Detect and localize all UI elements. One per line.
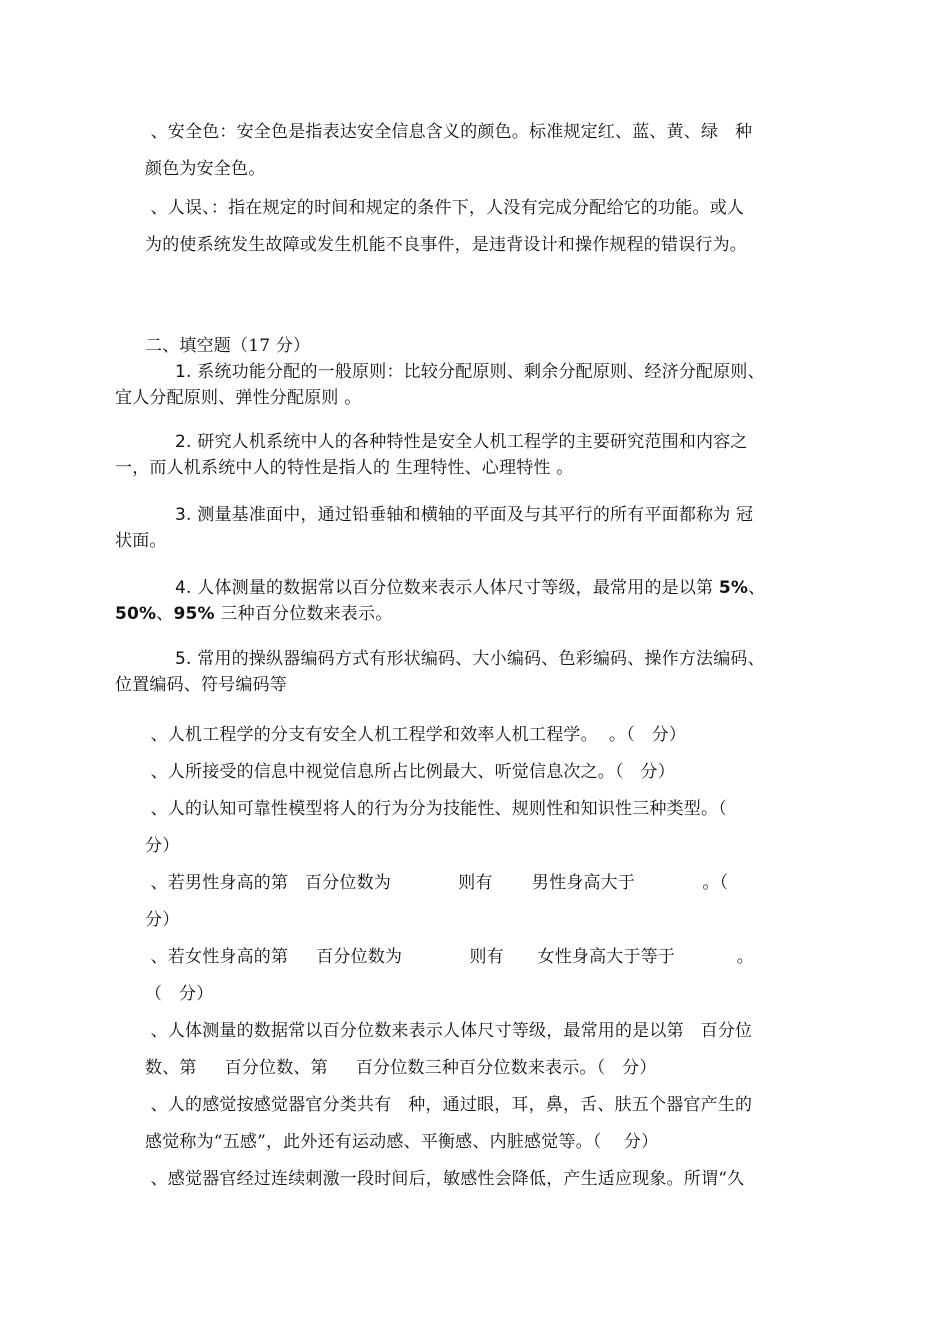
- question-line: 感觉称为“五感”，此外还有运动感、平衡感、内脏感觉等。（ 分）: [145, 1132, 659, 1152]
- safety-color-definition: [145, 114, 820, 188]
- item-number: 3: [175, 505, 187, 525]
- text-line: 宜人分配原则、弹性分配原则 。: [115, 388, 362, 408]
- question-line: 、人机工程学的分支有安全人机工程学和效率人机工程学。 。（ 分）: [145, 725, 687, 745]
- text-line: 、: [156, 604, 174, 624]
- text-line: 颜色为安全色。: [145, 159, 266, 179]
- text-line: 、安全色：安全色是指表达安全信息含义的颜色。标准规定红、蓝、黄、绿 种: [145, 122, 753, 142]
- questions-text: [145, 717, 820, 1198]
- item-number: 5: [175, 649, 187, 669]
- question-line: 、感觉器官经过连续刺激一段时间后，敏感性会降低，产生适应现象。所谓“久: [145, 1169, 745, 1189]
- fill-item-text: [115, 575, 820, 627]
- answer-bold: 50%: [115, 604, 157, 624]
- question-line: 、人的认知可靠性模型将人的行为分为技能性、规则性和知识性三种类型。（: [145, 799, 727, 819]
- text-line: 、人误、：指在规定的时间和规定的条件下，人没有完成分配给它的功能。或人: [145, 198, 745, 218]
- fill-item-text: [115, 359, 820, 411]
- fill-item-4: [115, 575, 820, 627]
- text-line: 位置编码、符号编码等: [115, 675, 287, 695]
- definitions-block: [145, 114, 820, 264]
- question-line: 数、第 百分位数、第 百分位数三种百分位数来表示。（ 分）: [145, 1058, 657, 1078]
- fill-item-5: [115, 646, 820, 698]
- question-line: （ 分）: [145, 984, 214, 1004]
- fill-item-text: [115, 502, 820, 554]
- question-line: 分）: [145, 836, 180, 856]
- question-line: 、若男性身高的第 百分位数为 则有 男性身高大于 。（: [145, 873, 729, 893]
- section-heading-block: [145, 333, 820, 359]
- item-number: 4: [175, 578, 187, 598]
- text-line: . 测量基准面中，通过铅垂轴和横轴的平面及与其平行的所有平面都称为 冠: [186, 505, 754, 525]
- text-line: . 系统功能分配的一般原则：比较分配原则、剩余分配原则、经济分配原则、: [186, 362, 765, 382]
- text-line: 、: [748, 578, 766, 598]
- item-number: 1: [175, 362, 187, 382]
- fill-item-2: [115, 429, 820, 481]
- questions-block: [145, 717, 820, 1198]
- answer-bold: 95%: [173, 604, 215, 624]
- fill-item-text: [115, 646, 820, 698]
- answer-bold: 5%: [718, 578, 749, 598]
- text-line: 三种百分位数来表示。: [214, 604, 393, 624]
- question-line: 、人体测量的数据常以百分位数来表示人体尺寸等级，最常用的是以第 百分位: [145, 1021, 753, 1041]
- text-line: 一，而人机系统中人的特性是指人的 生理特性、心理特性 。: [115, 458, 574, 478]
- text-line: 状面。: [115, 531, 167, 551]
- question-line: 、人的感觉按感觉器官分类共有 种，通过眼，耳，鼻，舌、肤五个器官产生的: [145, 1095, 753, 1115]
- item-number: 2: [175, 432, 187, 452]
- text-line: 为的使系统发生故障或发生机能不良事件，是违背设计和操作规程的错误行为。: [145, 235, 747, 255]
- fill-item-1: [115, 359, 820, 411]
- fill-item-text: [115, 429, 820, 481]
- human-error-definition: [145, 190, 820, 264]
- question-line: 、人所接受的信息中视觉信息所占比例最大、听觉信息次之。（ 分）: [145, 762, 675, 782]
- section-heading: 二、填空题（17 分）: [145, 336, 311, 356]
- question-line: 、若女性身高的第 百分位数为 则有 女性身高大于等于 。: [145, 947, 754, 967]
- text-line: . 研究人机系统中人的各种特性是安全人机工程学的主要研究范围和内容之: [186, 432, 748, 452]
- text-line: . 常用的操纵器编码方式有形状编码、大小编码、色彩编码、操作方法编码、: [186, 649, 765, 669]
- question-line: 分）: [145, 910, 180, 930]
- fill-item-3: [115, 502, 820, 554]
- text-line: . 人体测量的数据常以百分位数来表示人体尺寸等级，最常用的是以第: [186, 578, 719, 598]
